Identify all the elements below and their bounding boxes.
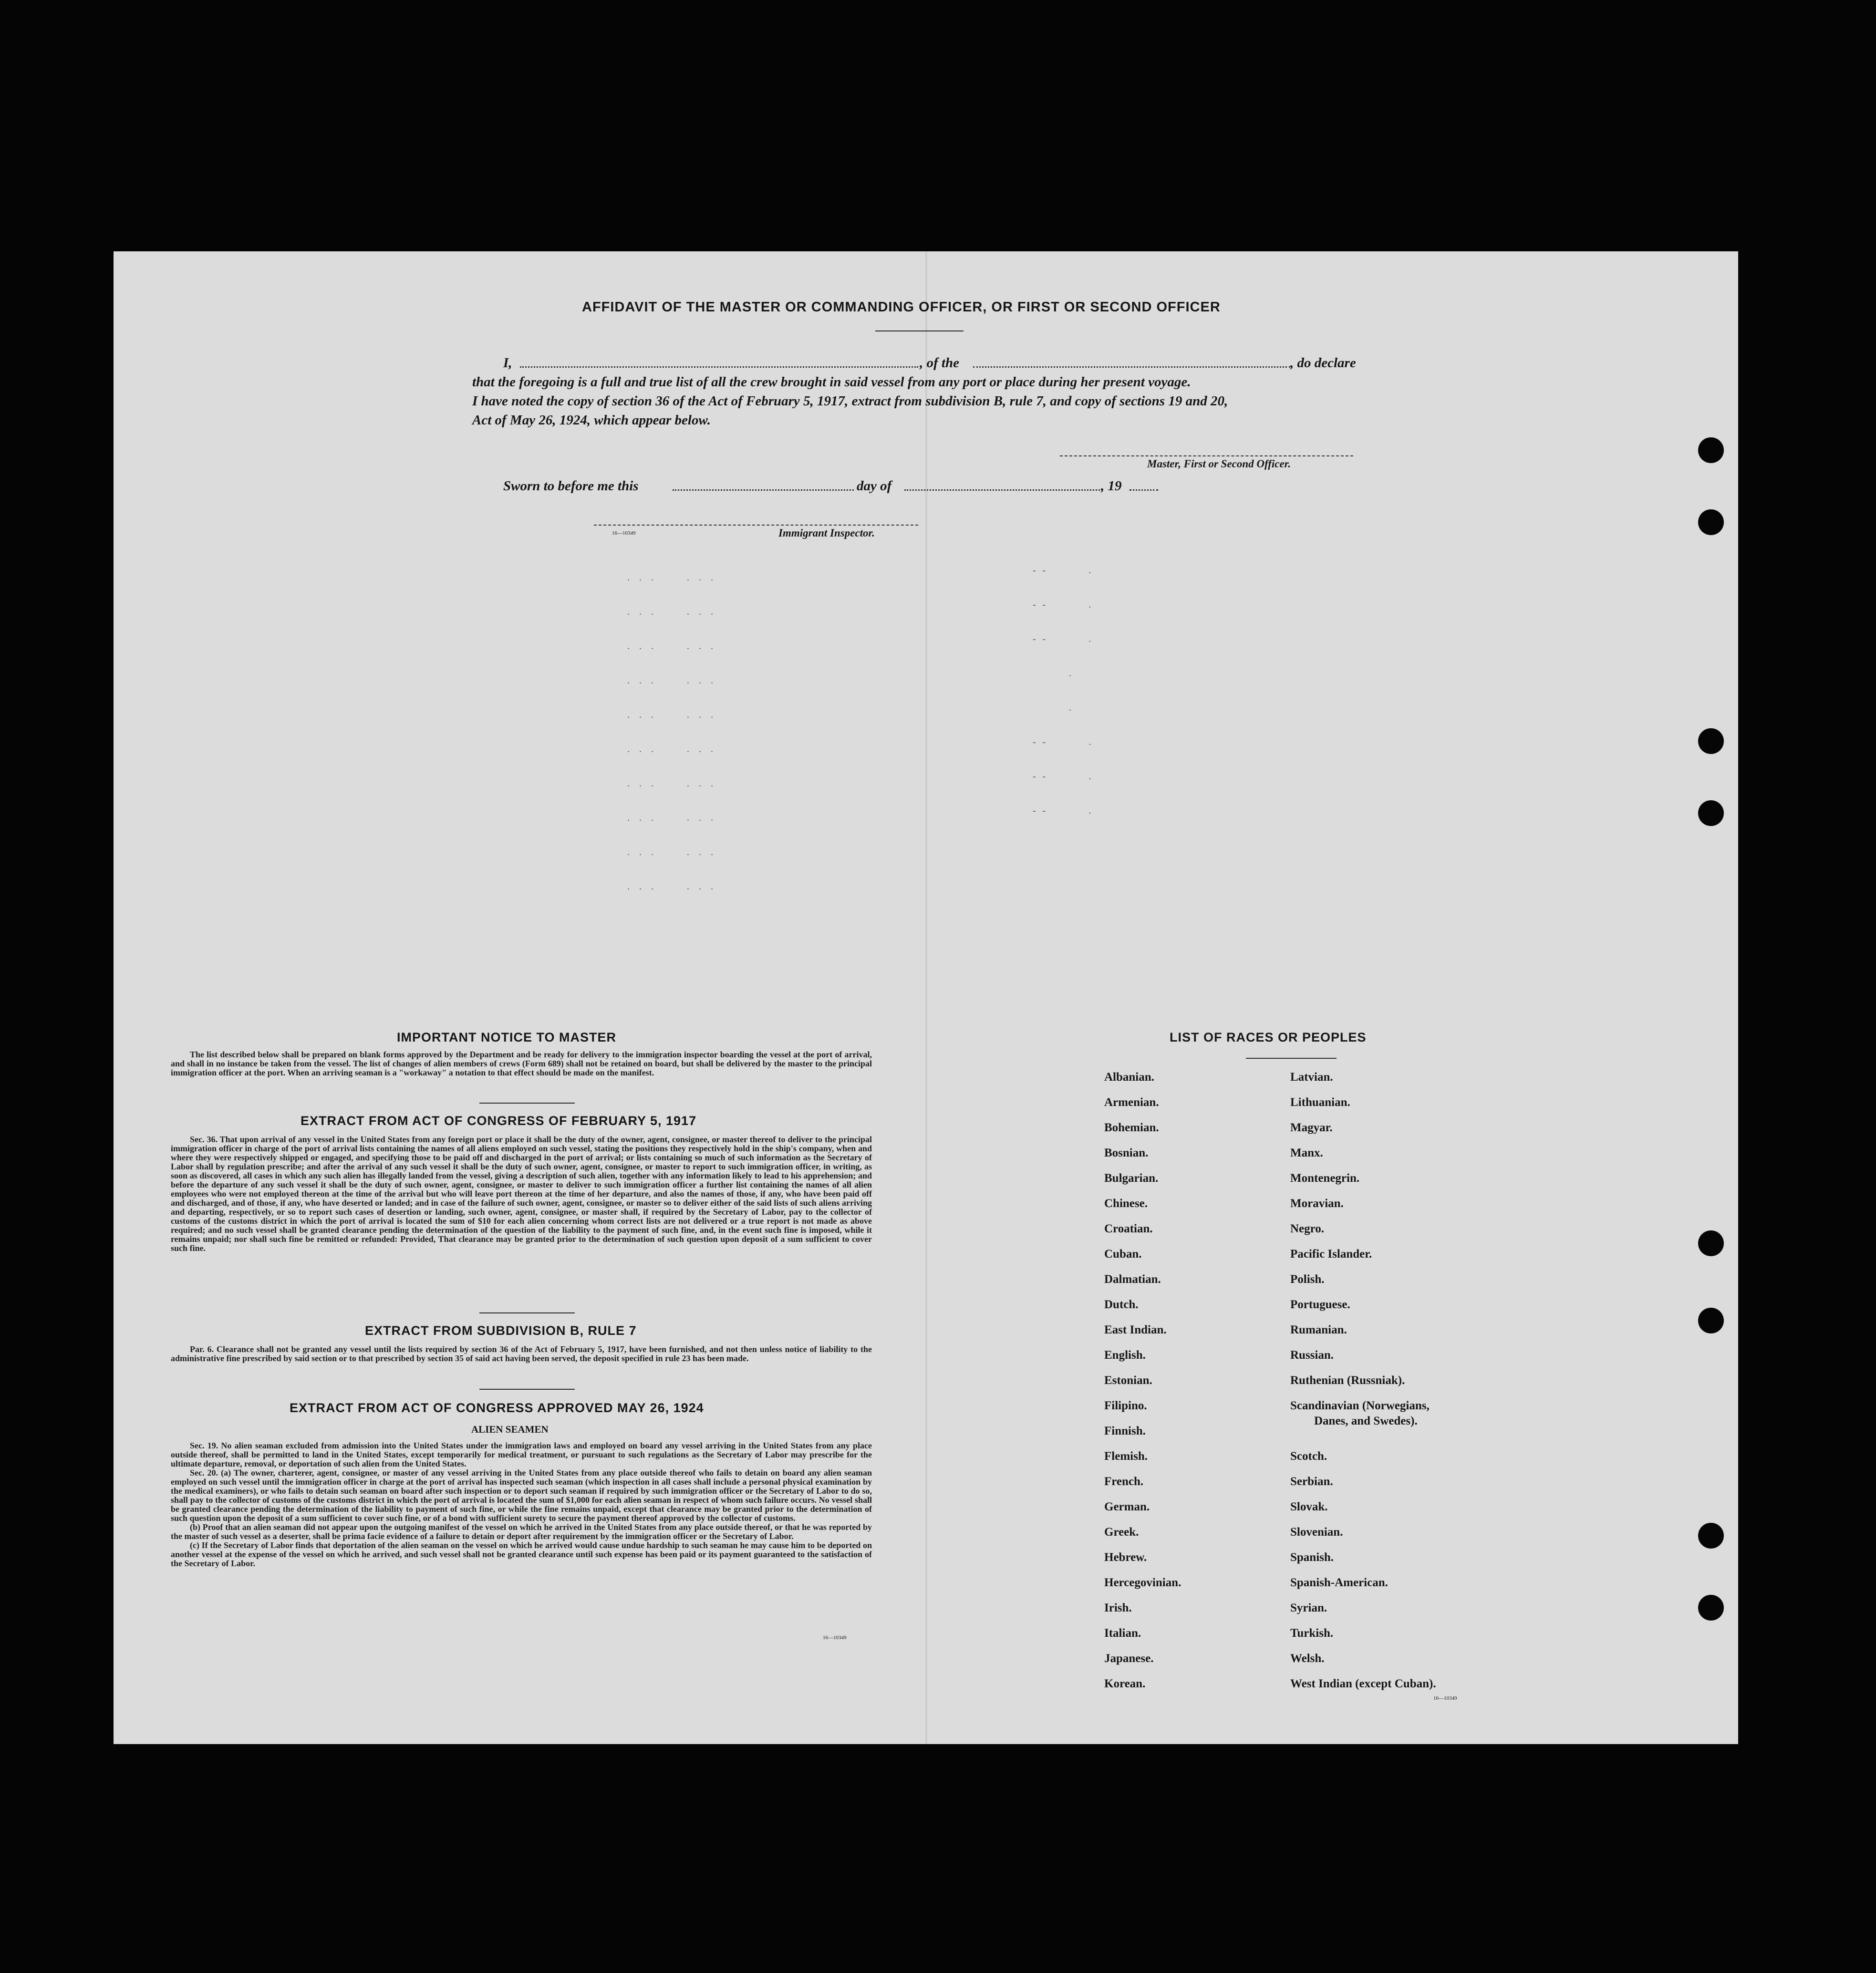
race-item: Turkish. xyxy=(1290,1627,1334,1640)
form-number-right: 16—10349 xyxy=(1433,1695,1457,1701)
race-item: Italian. xyxy=(1104,1627,1141,1640)
notice-title: IMPORTANT NOTICE TO MASTER xyxy=(397,1030,616,1044)
extract-1924-text xyxy=(171,1441,872,1568)
race-item: Armenian. xyxy=(1104,1096,1159,1109)
race-item: Russian. xyxy=(1290,1349,1334,1362)
race-item: Magyar. xyxy=(1290,1121,1333,1134)
race-item: Dalmatian. xyxy=(1104,1273,1161,1286)
year-text: , 19 xyxy=(1101,478,1122,494)
notice-paragraph: The list described below shall be prepared on blank forms approved by the Department and be ready for delivery to the immigration inspector boarding the vessel at the port of arrival, and shall in no instance be taken from the vessel. The list of changes of alien members of crews (Form 689) shall not be retained on board, but shall be delivered by the master to the principal immigration officer at the port. When an arriving seaman is a "workaway" a notation to that effect should be made on the manifest. xyxy=(171,1050,872,1077)
extract-rule7-title: EXTRACT FROM SUBDIVISION B, RULE 7 xyxy=(365,1323,637,1338)
extract-rule7-text xyxy=(171,1345,872,1363)
race-item: Bosnian. xyxy=(1104,1147,1149,1159)
extract-1924-title: EXTRACT FROM ACT OF CONGRESS APPROVED MAY 26, 1924 xyxy=(290,1401,704,1415)
section-rule xyxy=(479,1312,575,1313)
inspector-signature-line xyxy=(594,525,918,526)
race-item: Irish. xyxy=(1104,1601,1132,1614)
affidavit-line-3: I have noted the copy of section 36 of the Act of February 5, 1917, extract from subdivision B, rule 7, and copy of sections 19 and 20, xyxy=(472,393,1228,409)
race-item: English. xyxy=(1104,1349,1146,1362)
race-item: Portuguese. xyxy=(1290,1298,1350,1311)
extract-rule7-paragraph: Par. 6. Clearance shall not be granted any vessel until the lists required by section 36 of the Act of February 5, 1917, have been furnished, and not then unless notice of liability to the administrative fine prescribed by said section or to that prescribed by section 35 of said act having been served, the deposit specified in rule 23 has been made. xyxy=(171,1344,872,1363)
punch-hole xyxy=(1698,1230,1724,1256)
race-item: Spanish. xyxy=(1290,1551,1334,1564)
affidavit-i: I, xyxy=(503,355,512,371)
sworn-month-blank xyxy=(904,489,1100,491)
race-item: German. xyxy=(1104,1500,1150,1513)
affidavit-of-the: , of the xyxy=(920,355,959,371)
race-item: Flemish. xyxy=(1104,1450,1148,1463)
race-item: Cuban. xyxy=(1104,1248,1142,1260)
race-item: Latvian. xyxy=(1290,1071,1333,1084)
punch-hole xyxy=(1698,1595,1724,1621)
extract-1924-paragraph: (b) Proof that an alien seaman did not appear upon the outgoing manifest of the vessel on which he arrived in the United States from any place outside thereof, or that he was reported by the master of such vessel as a deserter, shall be prima facie evidence of a failure to detain or deport after requirement by the immigration officer or the Secretary of Labor. xyxy=(171,1522,872,1541)
race-item: Greek. xyxy=(1104,1526,1139,1539)
section-rule xyxy=(479,1389,575,1390)
race-item: Finnish. xyxy=(1104,1425,1146,1437)
punch-hole xyxy=(1698,1308,1724,1333)
race-item: Croatian. xyxy=(1104,1222,1153,1235)
race-item: Dutch. xyxy=(1104,1298,1139,1311)
race-item: East Indian. xyxy=(1104,1323,1167,1336)
extract-1924-paragraph: Sec. 19. No alien seaman excluded from admission into the United States under the immigration laws and employed on board any vessel arriving in the United States from any place outside thereof, shall be permitted to land in the United States, except temporarily for medical treatment, or pursuant to such regulations as the Secretary of Labor may prescribe for the ultimate departure, removal, or deportation of such alien from the United States. xyxy=(171,1441,872,1468)
race-item: Syrian. xyxy=(1290,1601,1327,1614)
race-item: Filipino. xyxy=(1104,1399,1147,1412)
affidavit-line-2: that the foregoing is a full and true list of all the crew brought in said vessel from any port or place during her present voyage. xyxy=(472,374,1191,390)
master-signature-line xyxy=(1060,455,1353,456)
race-item: Negro. xyxy=(1290,1222,1325,1235)
notice-text xyxy=(171,1050,872,1077)
race-item: Japanese. xyxy=(1104,1652,1154,1665)
affidavit-declare: , do declare xyxy=(1290,355,1356,371)
race-item: Serbian. xyxy=(1290,1475,1333,1488)
extract-1917-title: EXTRACT FROM ACT OF CONGRESS OF FEBRUARY 5, 1917 xyxy=(301,1114,697,1128)
extract-1917-text xyxy=(171,1135,872,1253)
inspector-label: Immigrant Inspector. xyxy=(778,527,875,539)
races-title: LIST OF RACES OR PEOPLES xyxy=(1170,1030,1367,1044)
extract-1924-paragraph: (c) If the Secretary of Labor finds that deportation of the alien seaman on the vessel on which he arrived would cause undue hardship to such seaman he may cause him to be deported on another vessel at the expense of the vessel on which he arrived, and such vessel shall not be granted clearance until such expense has been paid or its payment guaranteed to the satisfaction of the Secretary of Labor. xyxy=(171,1540,872,1568)
punch-hole xyxy=(1698,509,1724,535)
race-item: Bohemian. xyxy=(1104,1121,1159,1134)
race-item: Lithuanian. xyxy=(1290,1096,1350,1109)
punch-hole xyxy=(1698,728,1724,754)
bleed-through-marks: ... ... ... ... ... ... ... ... ... ... ... ... ... ... ... ... ... ... ... ... xyxy=(627,572,723,892)
affidavit-line-4: Act of May 26, 1924, which appear below. xyxy=(472,413,711,428)
race-item: Hercegovinian. xyxy=(1104,1576,1182,1589)
race-item: Welsh. xyxy=(1290,1652,1325,1665)
race-item: Moravian. xyxy=(1290,1197,1344,1210)
sworn-text: Sworn to before me this xyxy=(503,478,639,494)
name-blank xyxy=(520,366,918,368)
punch-hole xyxy=(1698,1523,1724,1549)
section-rule xyxy=(479,1103,575,1104)
race-item: Pacific Islander. xyxy=(1290,1248,1372,1260)
races-right-column xyxy=(1290,1071,1436,1703)
race-item: Scotch. xyxy=(1290,1450,1327,1463)
race-item: West Indian (except Cuban). xyxy=(1290,1677,1436,1690)
race-item: French. xyxy=(1104,1475,1144,1488)
punch-hole xyxy=(1698,437,1724,463)
race-item: Rumanian. xyxy=(1290,1323,1347,1336)
race-item: Danes, and Swedes). xyxy=(1314,1415,1418,1427)
extract-1924-paragraph: Sec. 20. (a) The owner, charterer, agent, consignee, or master of any vessel arriving in the United States from any place outside thereof who fails to detain on board any alien seaman employed on such vessel until the immigration officer in charge at the port of arrival has inspected such seaman (which inspection in all cases shall include a personal physical examination by the medical examiners), or who fails to detain such seaman on board after such inspection or to deport such seaman if required by such immigration officer or the Secretary of Labor to do so, shall pay to the collector of customs of the customs district in which the port of arrival is located the sum of $1,000 for each alien seaman in respect of whom such failure occurs. No vessel shall be granted clearance pending the determination of the liability to payment of such fine, or while the fine remains unpaid, except that clearance may be granted prior to the determination of such question upon the deposit of a sum sufficient to cover such fine, or of a bond with sufficient surety to secure the payment thereof approved by the collector of customs. xyxy=(171,1468,872,1523)
race-item: Chinese. xyxy=(1104,1197,1148,1210)
race-item: Montenegrin. xyxy=(1290,1172,1360,1185)
bleed-through-marks: -- . -- . -- . . . -- . -- . -- . xyxy=(1033,565,1098,816)
race-item: Manx. xyxy=(1290,1147,1323,1159)
race-item: Slovenian. xyxy=(1290,1526,1343,1539)
sworn-day-blank xyxy=(673,489,854,491)
form-number-top: 16—10349 xyxy=(612,530,636,536)
races-rule xyxy=(1246,1058,1337,1059)
punch-hole xyxy=(1698,800,1724,826)
extract-1917-paragraph: Sec. 36. That upon arrival of any vessel in the United States from any foreign port or place it shall be the duty of the owner, agent, consignee, or master thereof to deliver to the principal immigration officer in charge of the port of arrival lists containing the names of all aliens employed on such vessel, stating the positions they respectively hold in the ship's company, when and where they were respectively shipped or engaged, and specifying those to be paid off and discharged in the port of arrival; or lists containing so much of such information as the Secretary of Labor shall by regulation prescribe; and after the arrival of any such vessel it shall be the duty of such owner, agent, consignee, or master to report to such immigration officer, in writing, as soon as discovered, all cases in which any such alien has illegally landed from the vessel, giving a description of such alien, together with any information likely to lead to his apprehension; and before the departure of any such vessel it shall be the duty of such owner, agent, consignee, or master to deliver to such immigration officer a further list containing the names of all alien employees who were not employed thereon at the time of the arrival but who will leave port thereon at the time of her departure, and also the names of those, if any, who have been paid off and discharged, and of those, if any, who have deserted or landed; and in case of the failure of such owner, agent, consignee, or master so to deliver either of the said lists of such aliens arriving and departing, respectively, or so to report such cases of desertion or landing, such owner, agent, consignee, or master shall, if required by the Secretary of Labor, pay to the collector of customs of the customs district in which the port of arrival is located the sum of $10 for each alien concerning whom correct lists are not delivered or a true report is not made as above required; and no such vessel shall be granted clearance pending the determination of the question of the liability to the payment of such fine, and, in the event such fine is imposed, while it remains unpaid; nor shall such fine be remitted or refunded: Provided, That clearance may be granted prior to the determination of such question upon deposit of a sum sufficient to cover such fine. xyxy=(171,1135,872,1253)
affidavit-title: AFFIDAVIT OF THE MASTER OR COMMANDING OFFICER, OR FIRST OR SECOND OFFICER xyxy=(582,300,1221,315)
race-item: Ruthenian (Russniak). xyxy=(1290,1374,1405,1387)
race-item: Scandinavian (Norwegians, xyxy=(1290,1399,1430,1412)
race-item: Albanian. xyxy=(1104,1071,1154,1084)
race-item: Estonian. xyxy=(1104,1374,1152,1387)
races-left-column xyxy=(1104,1071,1181,1703)
race-item: Slovak. xyxy=(1290,1500,1328,1513)
race-item: Bulgarian. xyxy=(1104,1172,1159,1185)
master-label: Master, First or Second Officer. xyxy=(1147,458,1291,470)
extract-1924-subtitle: ALIEN SEAMEN xyxy=(471,1424,549,1435)
race-item: Polish. xyxy=(1290,1273,1325,1286)
page-fold xyxy=(925,251,927,1744)
race-item: Korean. xyxy=(1104,1677,1146,1690)
day-of-text: day of xyxy=(857,478,892,494)
race-item: Spanish-American. xyxy=(1290,1576,1388,1589)
form-number-left: 16—10349 xyxy=(823,1635,847,1641)
vessel-blank xyxy=(973,366,1290,368)
race-item: Hebrew. xyxy=(1104,1551,1147,1564)
sworn-year-blank xyxy=(1130,489,1158,491)
